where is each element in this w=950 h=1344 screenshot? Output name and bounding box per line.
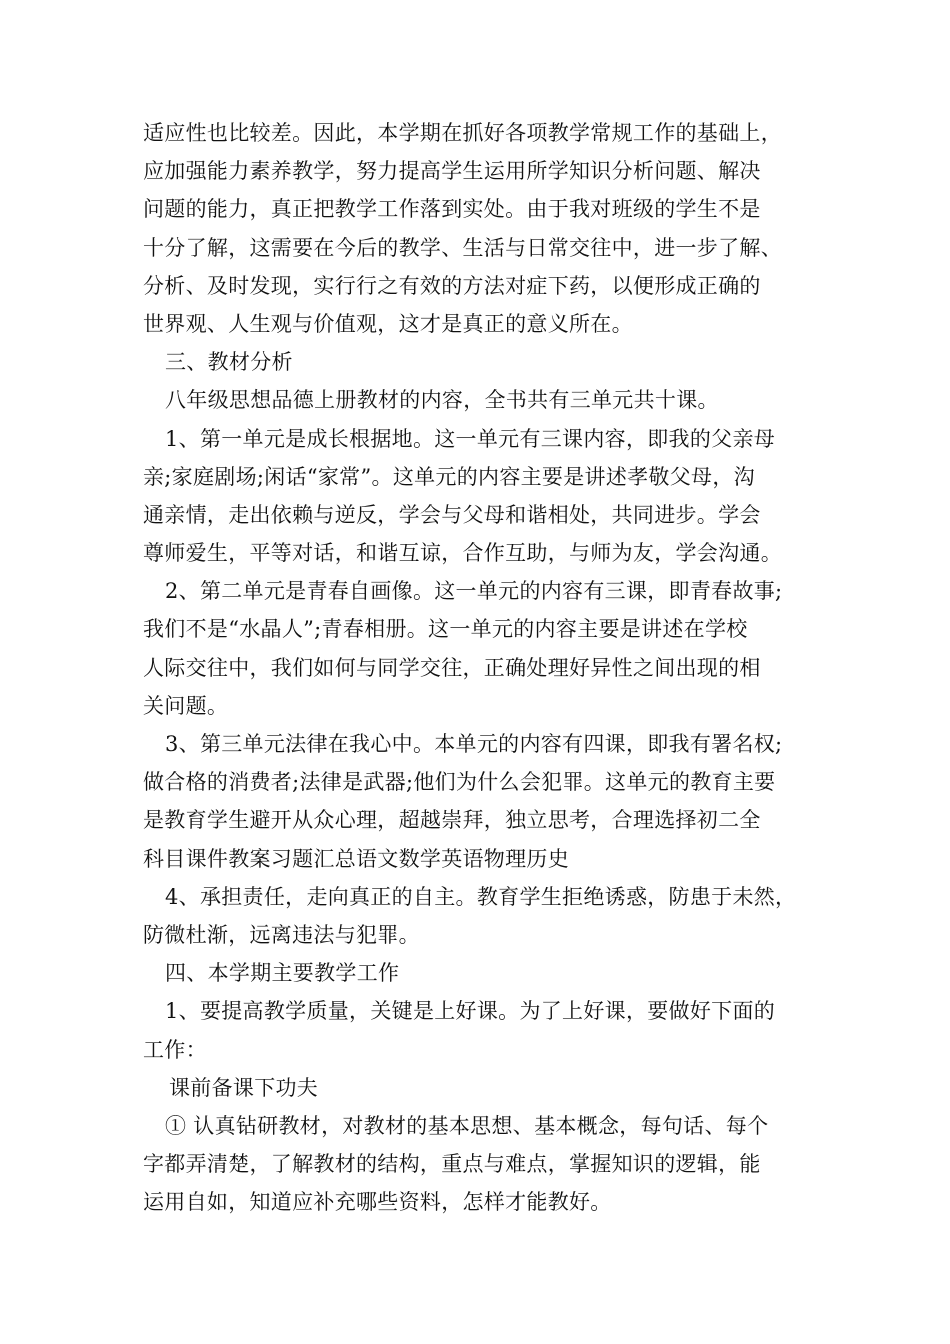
text-line: 1、第一单元是成长根据地。这一单元有三课内容，即我的父亲母 bbox=[165, 426, 776, 451]
text-line: 科目课件教案习题汇总语文数学英语物理历史 bbox=[143, 846, 569, 871]
text-line: 尊师爱生，平等对话，和谐互谅，合作互助，与师为友，学会沟通。 bbox=[143, 541, 782, 566]
text-line: 关问题。 bbox=[143, 693, 229, 718]
text-line: 应加强能力素养教学，努力提高学生运用所学知识分析问题、解决 bbox=[143, 159, 761, 184]
text-line: 亲;家庭剧场;闲话“家常”。这单元的内容主要是讲述孝敬父母，沟 bbox=[143, 464, 755, 489]
text-line: 防微杜渐，远离违法与犯罪。 bbox=[143, 922, 420, 947]
text-line: 四、本学期主要教学工作 bbox=[165, 961, 400, 986]
text-line: 课前备课下功夫 bbox=[169, 1075, 319, 1100]
text-line: 3、第三单元法律在我心中。本单元的内容有四课，即我有署名权; bbox=[165, 732, 783, 756]
document-body bbox=[143, 114, 815, 1221]
text-line: 是教育学生避开从众心理，超越崇拜，独立思考，合理选择初二全 bbox=[143, 808, 761, 833]
text-line: 问题的能力，真正把教学工作落到实处。由于我对班级的学生不是 bbox=[143, 197, 761, 222]
text-line: 工作： bbox=[143, 1037, 207, 1062]
text-line: ① 认真钻研教材，对教材的基本思想、基本概念，每句话、每个 bbox=[165, 1113, 769, 1138]
text-line: 我们不是“水晶人”;青春相册。这一单元的内容主要是讲述在学校 bbox=[143, 617, 748, 642]
text-line: 世界观、人生观与价值观，这才是真正的意义所在。 bbox=[143, 311, 633, 336]
text-line: 三、教材分析 bbox=[165, 350, 293, 375]
text-line: 人际交往中，我们如何与同学交往，正确处理好异性之间出现的相 bbox=[143, 655, 761, 680]
text-line: 1、要提高教学质量，关键是上好课。为了上好课，要做好下面的 bbox=[165, 999, 776, 1024]
text-line: 适应性也比较差。因此，本学期在抓好各项教学常规工作的基础上， bbox=[143, 121, 782, 145]
text-line: 通亲情，走出依赖与逆反，学会与父母和谐相处，共同进步。学会 bbox=[143, 502, 761, 527]
text-line: 八年级思想品德上册教材的内容，全书共有三单元共十课。 bbox=[165, 388, 719, 413]
text-line: 字都弄清楚，了解教材的结构，重点与难点，掌握知识的逻辑，能 bbox=[143, 1152, 761, 1177]
text-line: 运用自如，知道应补充哪些资料，怎样才能教好。 bbox=[143, 1190, 612, 1215]
text-line: 做合格的消费者;法律是武器;他们为什么会犯罪。这单元的教育主要 bbox=[143, 770, 776, 795]
text-line: 分析、及时发现，实行行之有效的方法对症下药，以便形成正确的 bbox=[143, 273, 761, 298]
text-line: 十分了解，这需要在今后的教学、生活与日常交往中，进一步了解、 bbox=[143, 235, 782, 260]
text-line: 2、第二单元是青春自画像。这一单元的内容有三课，即青春故事; bbox=[165, 579, 783, 604]
text-line: 4、承担责任，走向真正的自主。教育学生拒绝诱惑，防患于未然， bbox=[165, 884, 797, 909]
